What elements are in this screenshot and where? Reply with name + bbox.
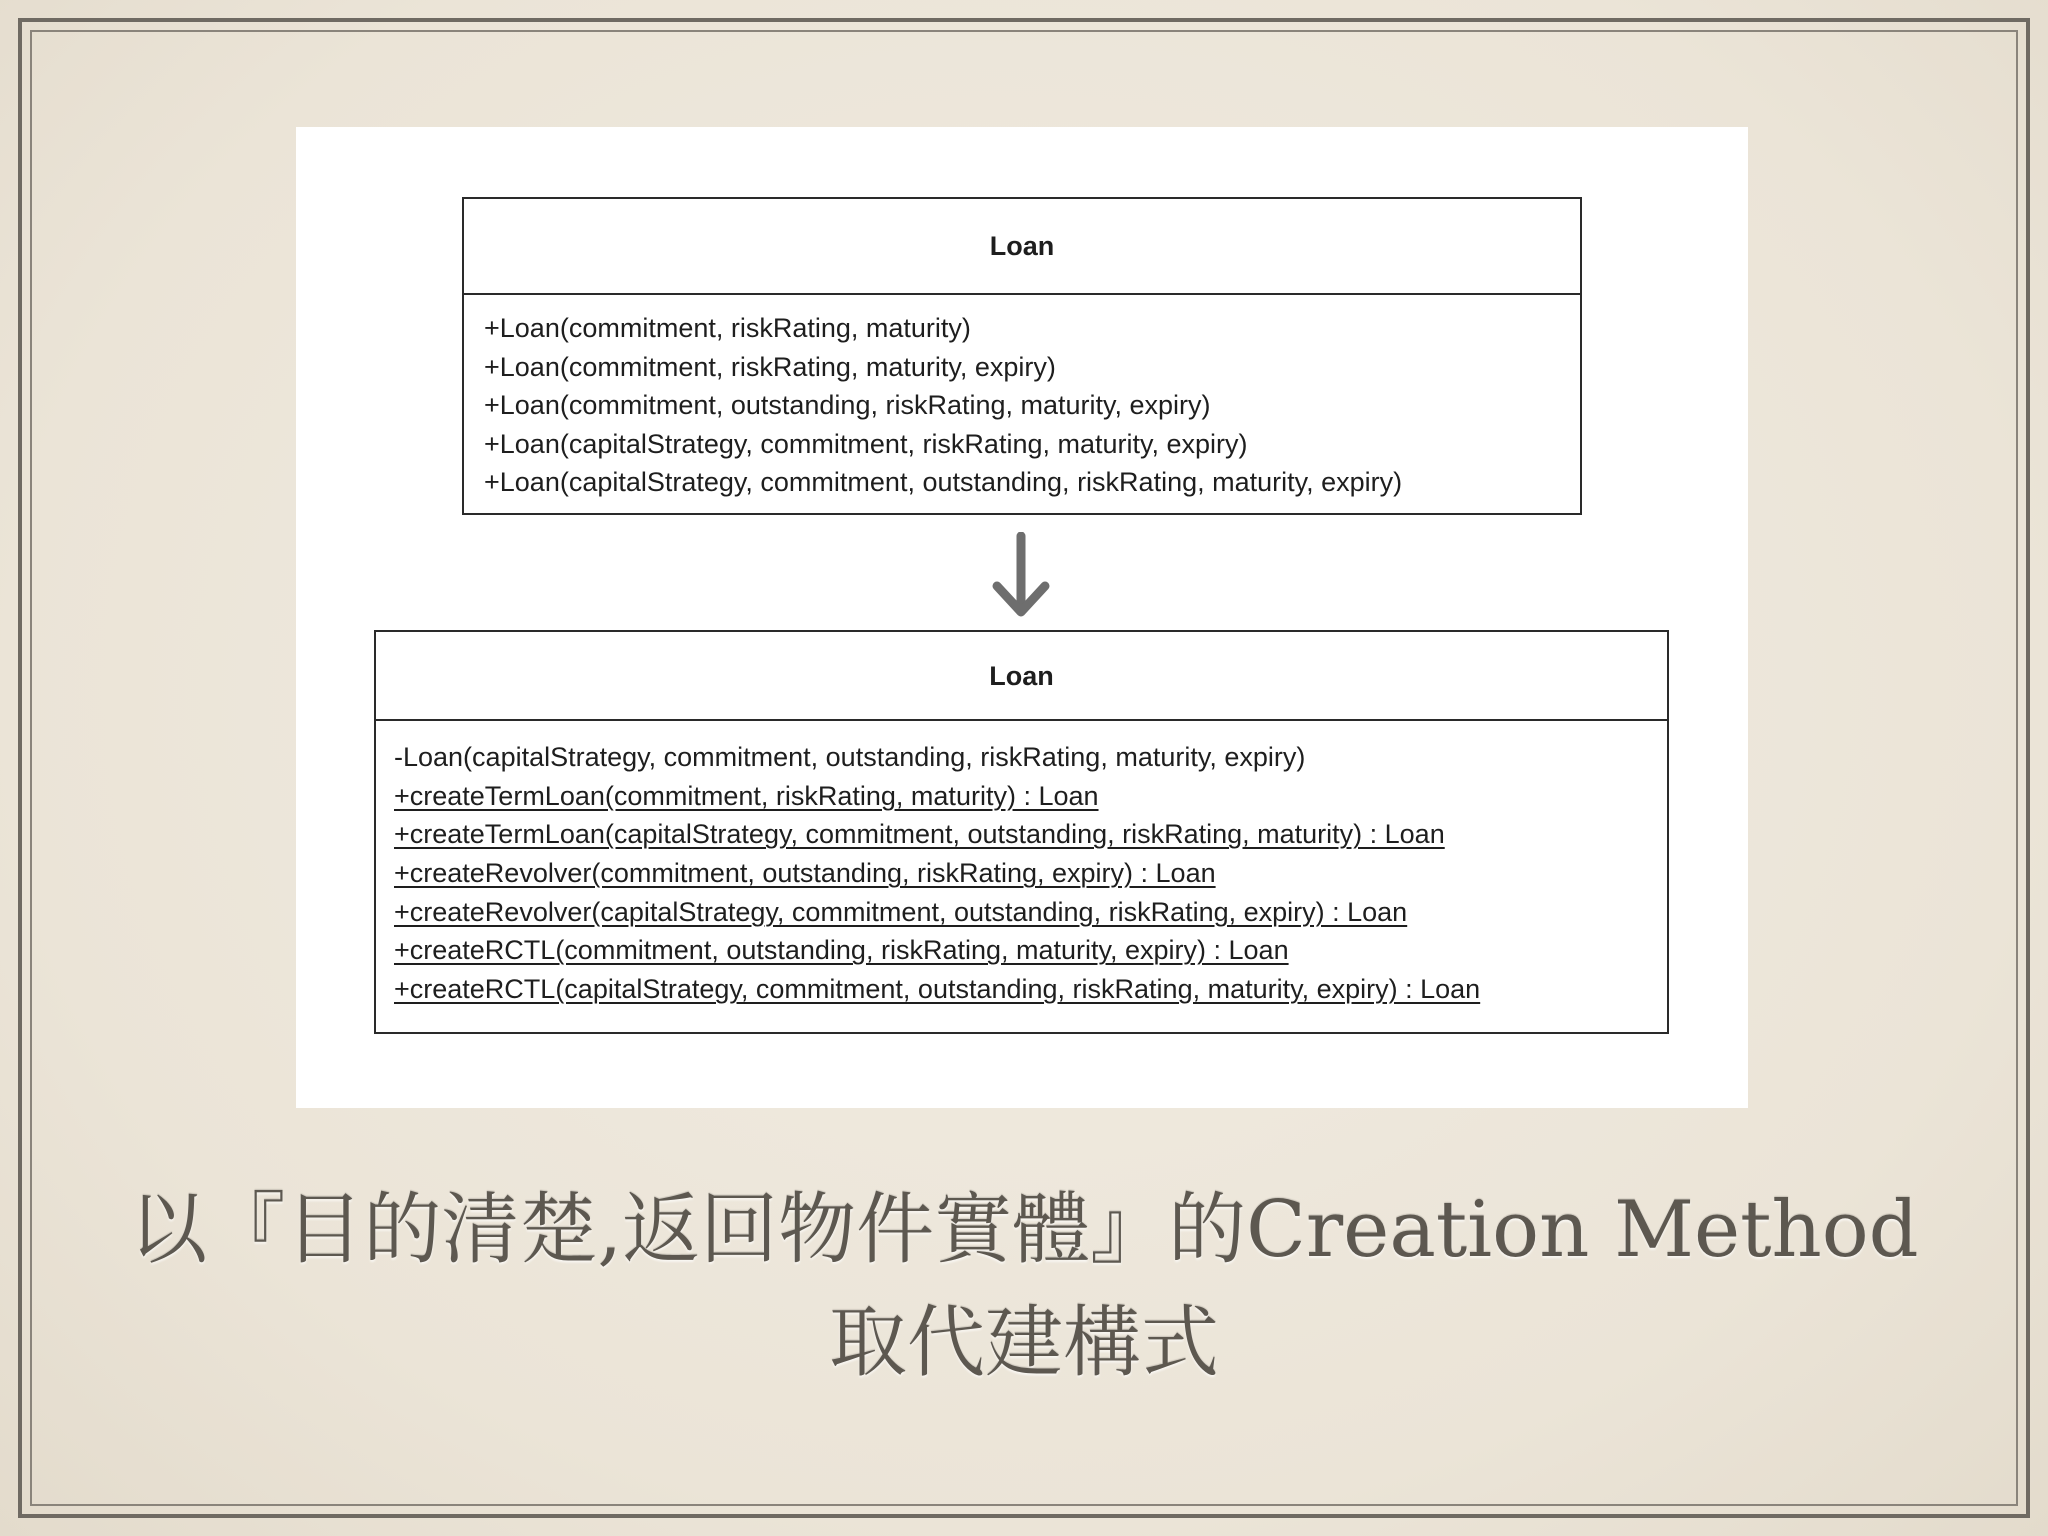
creation-method-item <box>394 855 1667 894</box>
operation-item: +Loan(capitalStrategy, commitment, riskRating, maturity, expiry) <box>484 428 1248 459</box>
down-arrow-icon <box>989 532 1053 622</box>
creation-method-item <box>394 971 1667 1010</box>
class-name-after: Loan <box>376 632 1667 721</box>
operation-item: +Loan(commitment, riskRating, maturity) <box>484 313 971 343</box>
operations-before <box>464 295 1580 502</box>
operation-item: +Loan(commitment, riskRating, maturity, expiry) <box>484 351 1056 382</box>
uml-figure <box>296 127 1748 1108</box>
creation-method-text: +createRevolver(commitment, outstanding, riskRating, expiry) : Loan <box>394 858 1216 889</box>
creation-method-text: +createRCTL(capitalStrategy, commitment, outstanding, riskRating, maturity, expiry) : Loan <box>394 974 1481 1005</box>
operation-item: +Loan(capitalStrategy, commitment, outstanding, riskRating, maturity, expiry) <box>484 467 1403 497</box>
creation-method-text: +createRevolver(capitalStrategy, commitment, outstanding, riskRating, expiry) : Loan <box>394 896 1408 927</box>
operations-after <box>376 721 1667 1010</box>
creation-method-item <box>394 932 1667 971</box>
operation-item: +Loan(commitment, outstanding, riskRating, maturity, expiry) <box>484 390 1211 420</box>
creation-method-text: +createTermLoan(capitalStrategy, commitment, outstanding, riskRating, maturity) : Loan <box>394 819 1445 850</box>
uml-class-before <box>462 197 1582 515</box>
slide-caption-line2: 取代建構式 <box>828 1298 1219 1388</box>
creation-method-item <box>394 778 1667 817</box>
creation-method-text: +createRCTL(commitment, outstanding, riskRating, maturity, expiry) : Loan <box>394 935 1289 966</box>
creation-method-item <box>394 816 1667 855</box>
creation-method-text: +createTermLoan(commitment, riskRating, maturity) : Loan <box>394 780 1099 811</box>
uml-class-after <box>374 630 1669 1034</box>
slide-caption-line1: 以『目的清楚,返回物件實體』的Creation Method <box>129 1185 1919 1275</box>
constructor-item: -Loan(capitalStrategy, commitment, outstanding, riskRating, maturity, expiry) <box>394 742 1306 772</box>
creation-method-item <box>394 894 1667 933</box>
class-name-before: Loan <box>464 199 1580 295</box>
